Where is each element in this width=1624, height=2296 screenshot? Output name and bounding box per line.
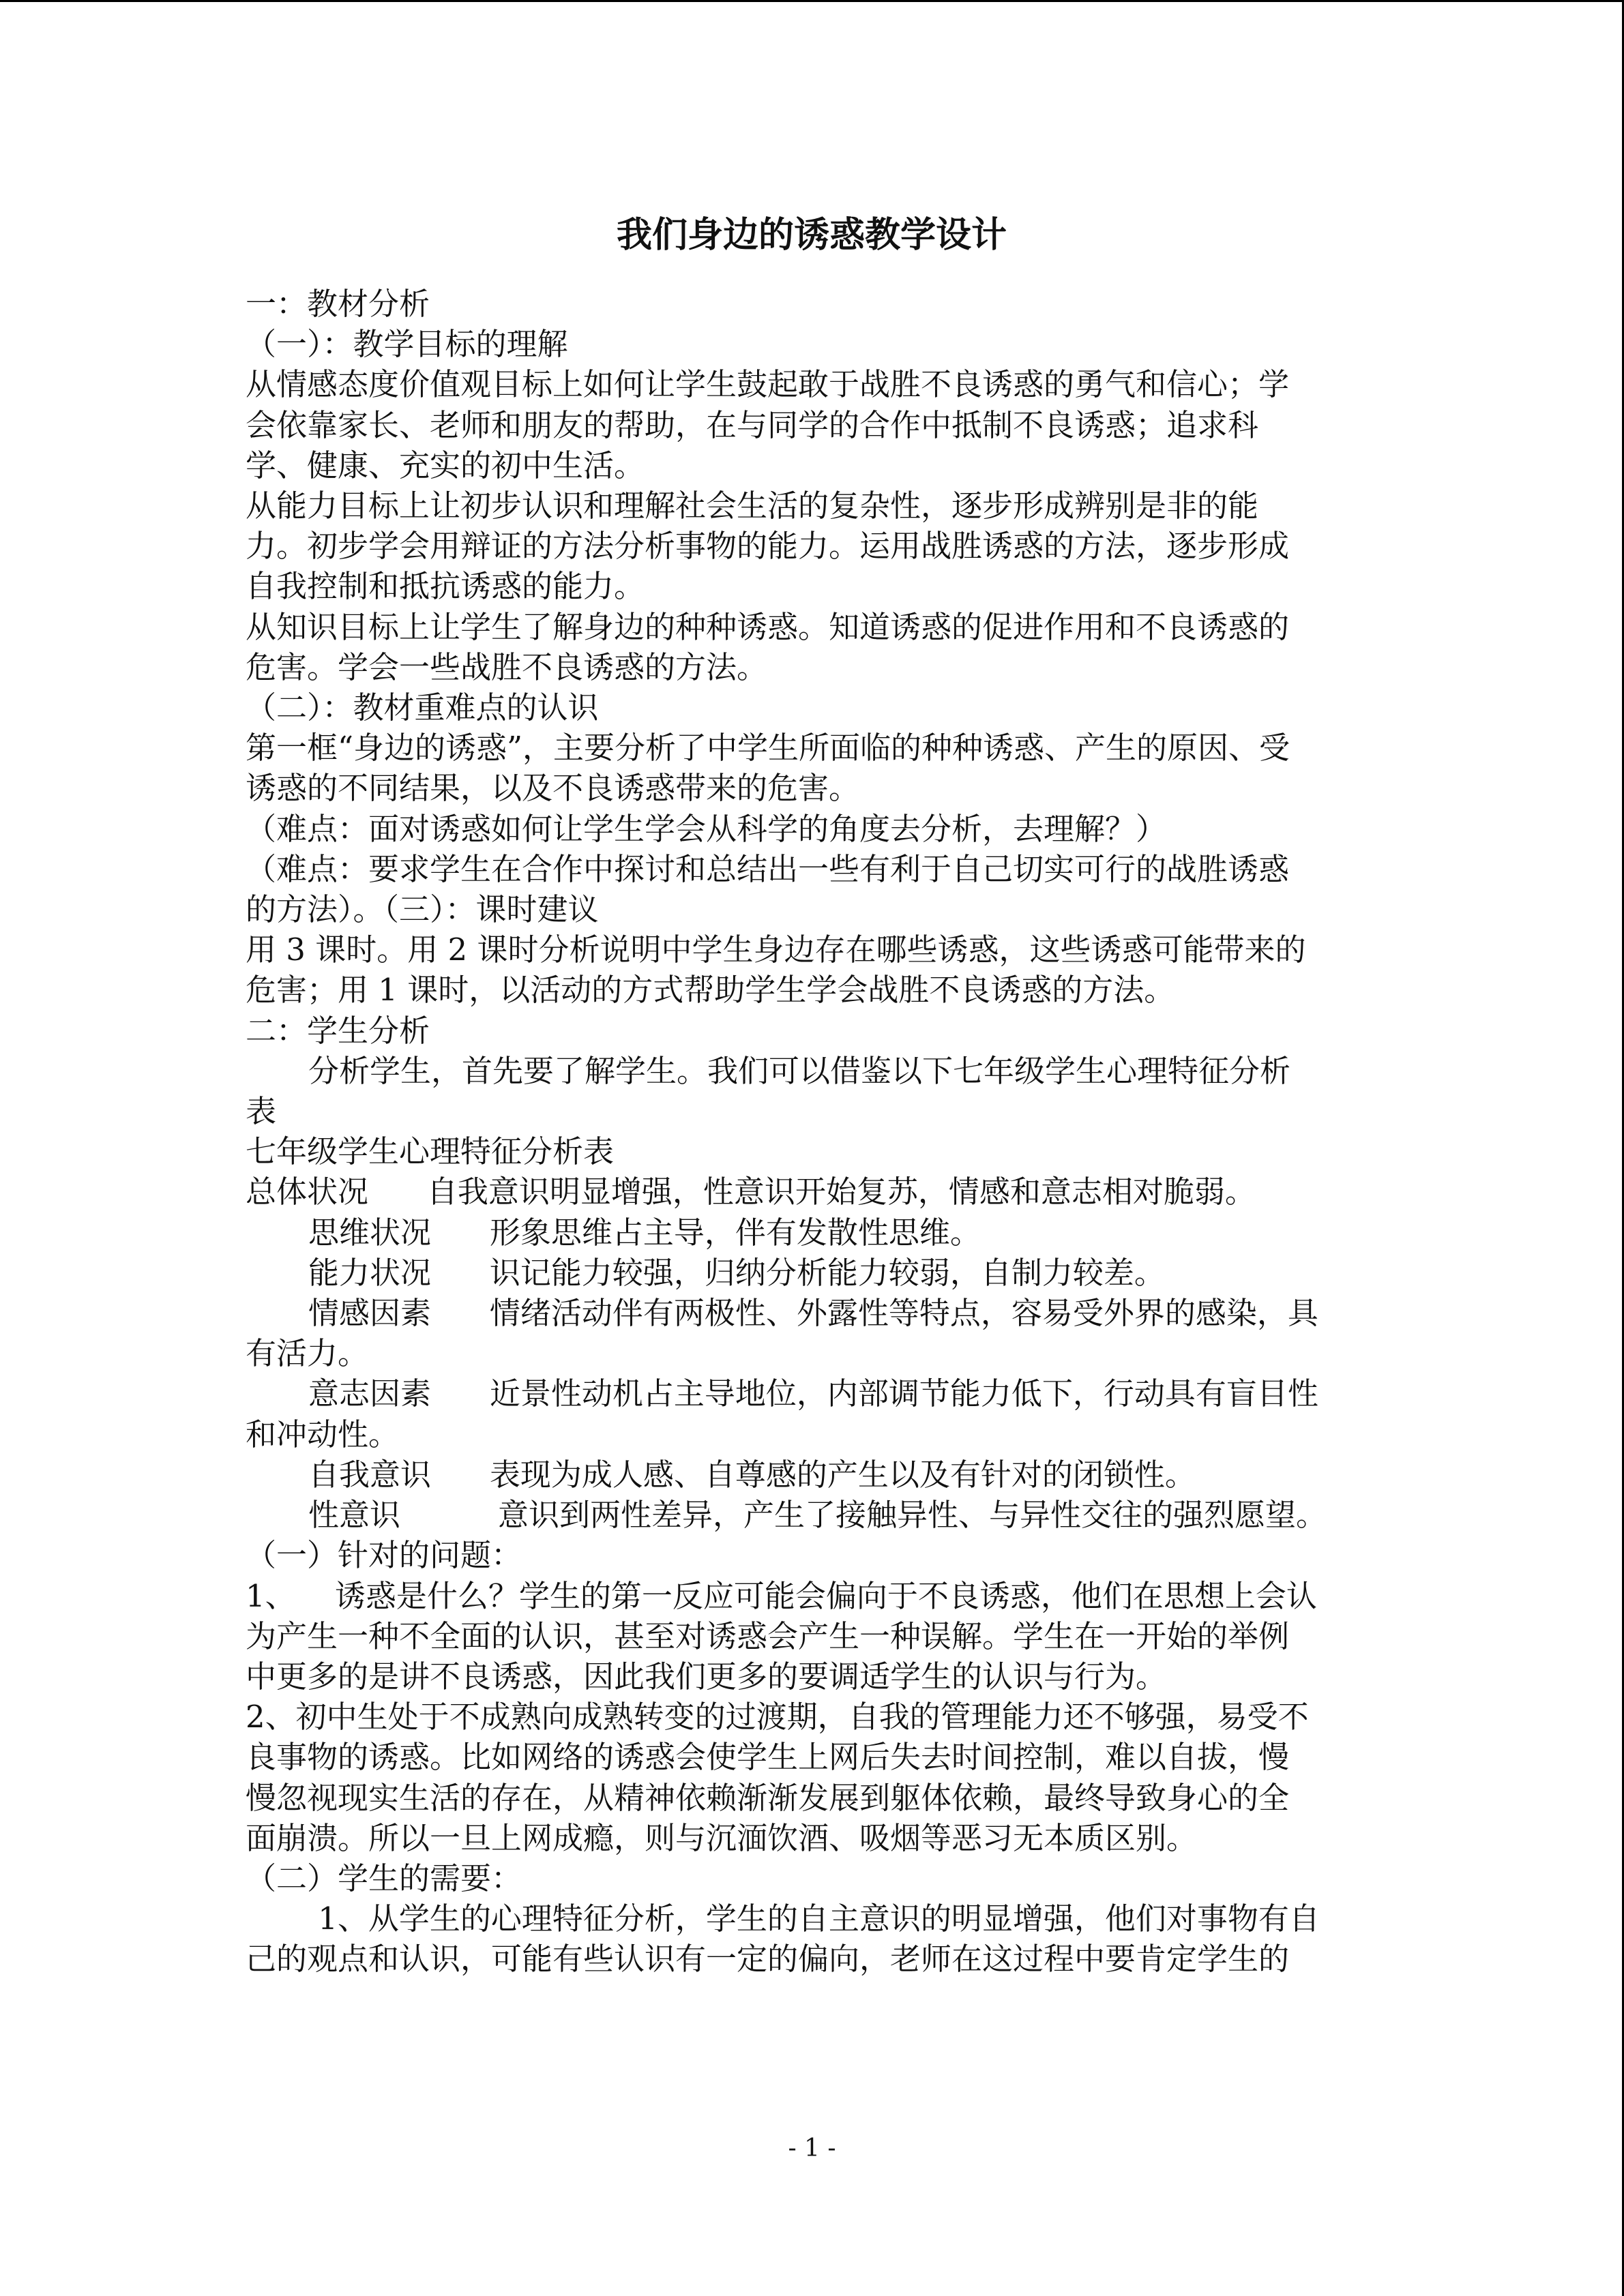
text-line: 从情感态度价值观目标上如何让学生鼓起敢于战胜不良诱惑的勇气和信心；学 [246,366,1290,403]
document-page [246,205,1378,1980]
text-line: 中更多的是讲不良诱惑，因此我们更多的要调适学生的认识与行为。 [246,1658,1167,1695]
text-line: 的方法）。（三）：课时建议 [246,891,599,928]
text-line: 用 3 课时。用 2 课时分析说明中学生身边存在哪些诱惑，这些诱惑可能带来的 [246,931,1306,968]
text-line: （难点：要求学生在合作中探讨和总结出一些有利于自己切实可行的战胜诱惑 [246,850,1290,887]
text-line: 自我意识 表现为成人感、自尊感的产生以及有针对的闭锁性。 [308,1456,1196,1493]
text-line: 面崩溃。所以一旦上网成瘾，则与沉湎饮酒、吸烟等恶习无本质区别。 [246,1819,1198,1856]
text-line: （一）针对的问题： [246,1537,522,1574]
text-line: 危害；用 1 课时，以活动的方式帮助学生学会战胜不良诱惑的方法。 [246,972,1175,1009]
text-line: 分析学生，首先要了解学生。我们可以借鉴以下七年级学生心理特征分析 [308,1052,1291,1089]
text-line: 总体状况 自我意识明显增强，性意识开始复苏，情感和意志相对脆弱。 [246,1174,1256,1210]
text-line: 学、健康、充实的初中生活。 [246,447,645,483]
text-line: 有活力。 [246,1335,369,1372]
text-line: 能力状况 识记能力较强，归纳分析能力较弱，自制力较差。 [308,1254,1165,1291]
text-line: 1、从学生的心理特征分析，学生的自主意识的明显增强，他们对事物有自 [308,1900,1320,1937]
text-line: 1、 诱惑是什么？学生的第一反应可能会偏向于不良诱惑，他们在思想上会认 [246,1577,1317,1614]
text-line: 表 [246,1093,277,1130]
page-border-top [0,0,1624,2]
text-line: 诱惑的不同结果，以及不良诱惑带来的危害。 [246,770,860,807]
text-line: 第一框“身边的诱惑”，主要分析了中学生所面临的种种诱惑、产生的原因、受 [246,730,1290,766]
text-line: 一：教材分析 [246,286,430,322]
text-line: 思维状况 形象思维占主导，伴有发散性思维。 [308,1214,981,1251]
text-line: 性意识 意识到两性差异，产生了接触异性、与异性交往的强烈愿望。 [308,1497,1327,1534]
text-line: （二）学生的需要： [246,1860,522,1896]
text-line: （一）：教学目标的理解 [246,326,568,363]
text-line: 慢忽视现实生活的存在，从精神依赖渐渐发展到躯体依赖，最终导致身心的全 [246,1779,1290,1816]
text-line: 良事物的诱惑。比如网络的诱惑会使学生上网后失去时间控制，难以自拔，慢 [246,1739,1290,1776]
document-body [246,284,1378,1980]
text-line: 从能力目标上让初步认识和理解社会生活的复杂性，逐步形成辨别是非的能 [246,488,1259,524]
text-line: 力。初步学会用辩证的方法分析事物的能力。运用战胜诱惑的方法，逐步形成 [246,528,1290,565]
text-line: 自我控制和抵抗诱惑的能力。 [246,568,645,605]
text-line: （二）：教材重难点的认识 [246,689,599,726]
text-line: 和冲动性。 [246,1416,400,1452]
text-line: 二：学生分析 [246,1012,430,1049]
text-line: 2、初中生处于不成熟向成熟转变的过渡期，自我的管理能力还不够强，易受不 [246,1699,1309,1735]
text-line: 情感因素 情绪活动伴有两极性、外露性等特点，容易受外界的感染，具 [308,1295,1318,1332]
text-line: 会依靠家长、老师和朋友的帮助，在与同学的合作中抵制不良诱惑；追求科 [246,406,1259,443]
text-line: 危害。学会一些战胜不良诱惑的方法。 [246,648,768,685]
text-line: 意志因素 近景性动机占主导地位，内部调节能力低下，行动具有盲目性 [308,1375,1318,1412]
text-line: 七年级学生心理特征分析表 [246,1133,615,1170]
document-title: 我们身边的诱惑教学设计 [616,214,1007,256]
page-number: - 1 - [788,2134,836,2162]
text-line: （难点：面对诱惑如何让学生学会从科学的角度去分析，去理解？） [246,810,1167,847]
text-line: 从知识目标上让学生了解身边的种种诱惑。知道诱惑的促进作用和不良诱惑的 [246,608,1290,645]
text-line: 己的观点和认识，可能有些认识有一定的偏向，老师在这过程中要肯定学生的 [246,1941,1290,1978]
text-line: 为产生一种不全面的认识，甚至对诱惑会产生一种误解。学生在一开始的举例 [246,1617,1290,1654]
